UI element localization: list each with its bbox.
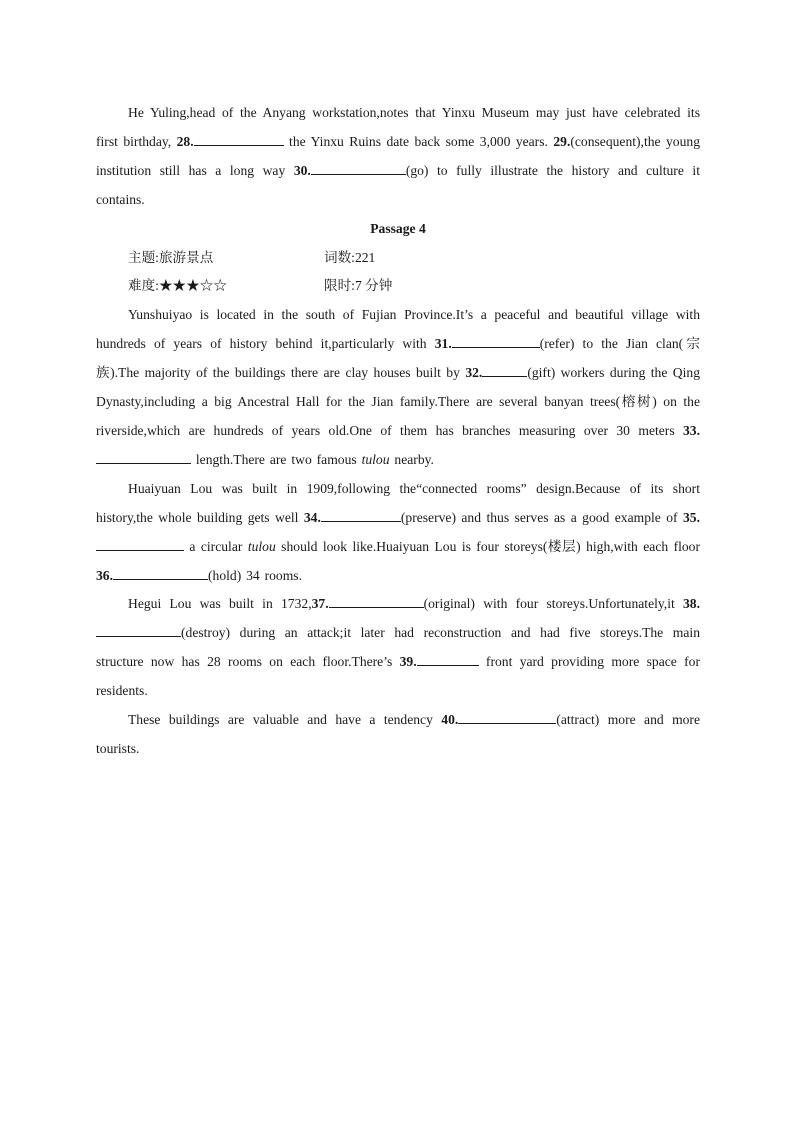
tulou-term: tulou (361, 451, 390, 467)
question-number-40: 40. (441, 712, 459, 728)
answer-blank-39[interactable] (417, 651, 479, 666)
question-number-35: 35. (683, 509, 700, 525)
question-number-37: 37. (311, 596, 329, 612)
text: Hegui Lou was built in 1732, (128, 596, 312, 612)
text: (consequent),the young institution still has a long way (96, 133, 700, 178)
question-number-32: 32. (465, 365, 483, 381)
text: (gift) workers during the Qing Dynasty,including a big Ancestral Hall for the Jian family.There are several banyan trees(榕树) on the riverside,which are hundreds of years old.One of them has branches measuring over 30 meters (96, 365, 700, 438)
word-count-label: 词数:221 (324, 249, 376, 265)
text: He Yuling,head of the Anyang workstation,notes that Yinxu Museum may just have celebrated its first birthday, (96, 105, 700, 149)
time-limit-label: 限时:7 分钟 (324, 278, 393, 294)
document-page (96, 99, 700, 764)
question-number-31: 31. (434, 336, 452, 352)
text: (attract) more and more tourists. (96, 712, 700, 756)
question-number-29: 29. (553, 133, 571, 149)
tulou-term: tulou (247, 538, 276, 554)
answer-blank-32[interactable] (482, 362, 527, 377)
text: (original) with four storeys.Unfortunately,it (423, 596, 683, 612)
text: Yunshuiyao is located in the south of Fujian Province.It’s a peaceful and beautiful village with hundreds of years of history behind it,particularly with (96, 307, 700, 352)
paragraph-huaiyuan (96, 475, 700, 591)
topic-label: 主题:旅游景点 (128, 249, 214, 265)
answer-blank-28[interactable] (194, 131, 284, 146)
answer-blank-35[interactable] (96, 536, 184, 551)
answer-blank-34[interactable] (321, 507, 401, 522)
answer-blank-30[interactable] (311, 160, 406, 175)
question-number-39: 39. (399, 654, 417, 670)
text: (preserve) and thus serves as a good example of (400, 509, 683, 525)
question-number-28: 28. (176, 133, 194, 149)
meta-row-1 (96, 244, 700, 273)
text: (refer) to the Jian clan(宗族).The majority of the buildings there are clay houses built by (96, 336, 700, 381)
paragraph-intro (96, 99, 700, 215)
passage-title: Passage 4 (370, 220, 426, 236)
text: a circular (184, 538, 248, 554)
paragraph-conclusion (96, 706, 700, 764)
text: length.There are two famous (191, 451, 362, 467)
question-number-34: 34. (303, 509, 321, 525)
text: nearby. (389, 451, 434, 467)
text: the Yinxu Ruins date back some 3,000 years. (283, 133, 554, 149)
paragraph-hegui (96, 590, 700, 706)
answer-blank-37[interactable] (329, 593, 424, 608)
meta-row-2 (96, 272, 700, 301)
text: (go) to fully illustrate the history and culture it contains. (96, 162, 700, 207)
question-number-33: 33. (683, 422, 700, 438)
answer-blank-40[interactable] (458, 709, 556, 724)
text: (hold) 34 rooms. (208, 567, 302, 583)
answer-blank-33[interactable] (96, 449, 191, 464)
question-number-36: 36. (96, 567, 113, 583)
paragraph-yunshuiyao (96, 301, 700, 474)
difficulty-label: 难度:★★★☆☆ (128, 278, 227, 294)
answer-blank-31[interactable] (452, 333, 540, 348)
text: These buildings are valuable and have a tendency (128, 712, 442, 728)
answer-blank-36[interactable] (113, 565, 208, 580)
text: front yard providing more space for residents. (96, 654, 700, 699)
question-number-38: 38. (683, 596, 700, 612)
text: (destroy) during an attack;it later had reconstruction and had five storeys.The main structure now has 28 rooms on each floor.There’s (96, 625, 700, 670)
text: Huaiyuan Lou was built in 1909,following the“connected rooms” design.Because of its short history,the whole building gets well (96, 480, 700, 525)
answer-blank-38[interactable] (96, 622, 181, 637)
question-number-30: 30. (293, 162, 311, 178)
text: should look like.Huaiyuan Lou is four storeys(楼层) high,with each floor (275, 538, 701, 554)
